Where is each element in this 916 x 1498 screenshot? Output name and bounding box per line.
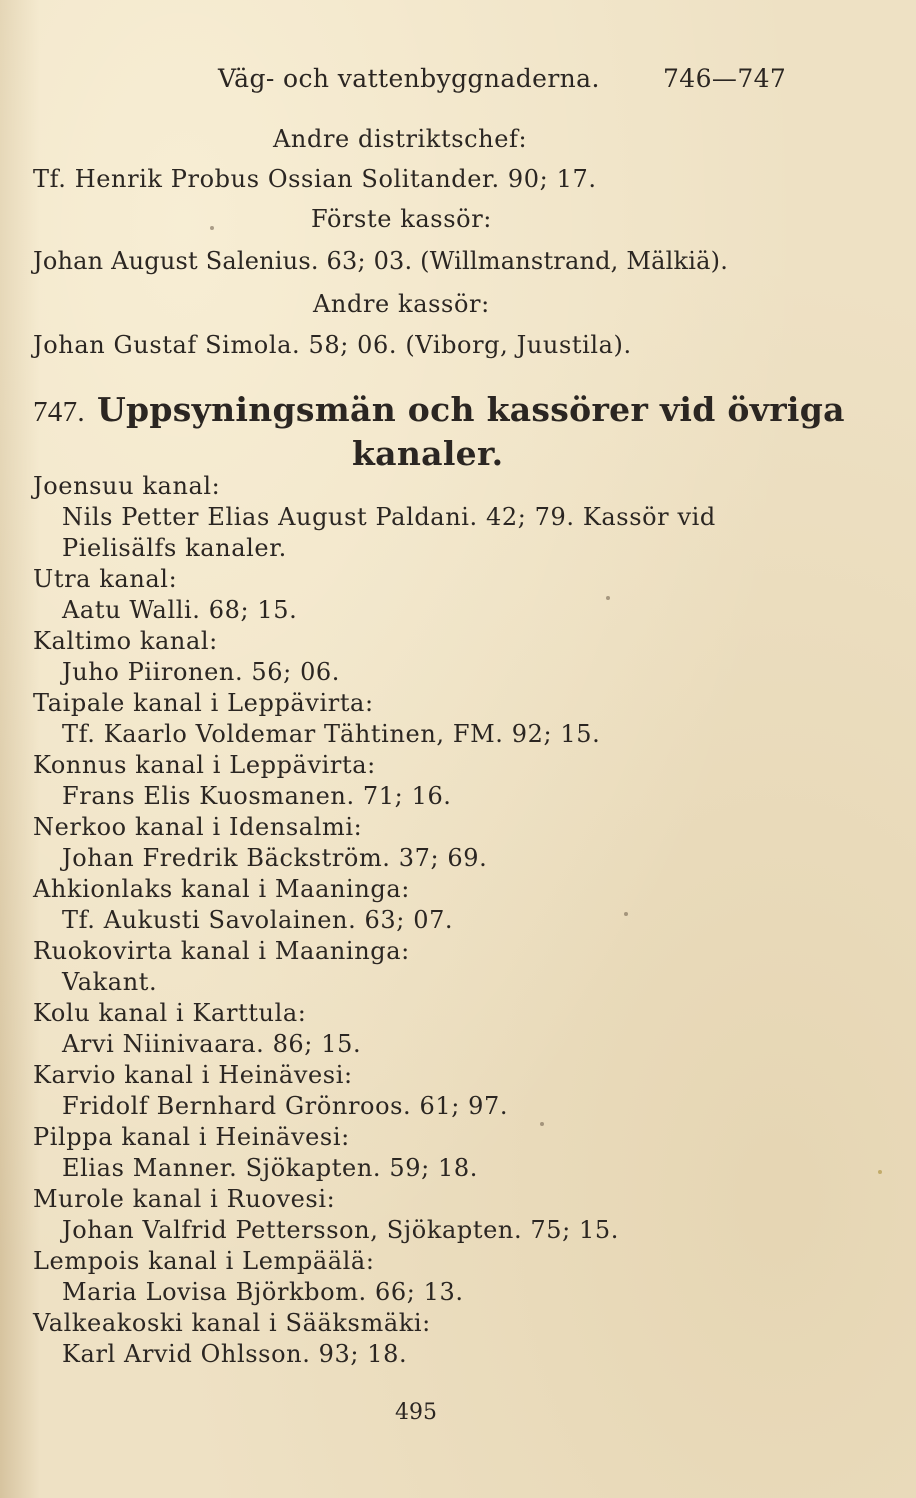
canal-heading: Joensuu kanal: bbox=[33, 472, 221, 500]
canal-entry: Arvi Niinivaara. 86; 15. bbox=[62, 1030, 362, 1058]
paper-speck bbox=[540, 1122, 544, 1126]
role-heading: Andre kassör: bbox=[313, 290, 490, 318]
canal-entry: Johan Fredrik Bäckström. 37; 69. bbox=[62, 844, 488, 872]
canal-heading: Kaltimo kanal: bbox=[33, 627, 218, 655]
canal-entry: Frans Elis Kuosmanen. 71; 16. bbox=[62, 782, 452, 810]
canal-heading: Murole kanal i Ruovesi: bbox=[33, 1185, 336, 1213]
paper-speck bbox=[624, 912, 628, 916]
canal-heading: Kolu kanal i Karttula: bbox=[33, 999, 307, 1027]
canal-heading: Taipale kanal i Leppävirta: bbox=[33, 689, 374, 717]
canal-heading: Karvio kanal i Heinävesi: bbox=[33, 1061, 353, 1089]
canal-heading: Utra kanal: bbox=[33, 565, 178, 593]
canal-heading: Nerkoo kanal i Idensalmi: bbox=[33, 813, 363, 841]
canal-heading: Ruokovirta kanal i Maaninga: bbox=[33, 937, 410, 965]
canal-entry: Fridolf Bernhard Grönroos. 61; 97. bbox=[62, 1092, 509, 1120]
canal-heading: Lempois kanal i Lempäälä: bbox=[33, 1247, 375, 1275]
canal-entry: Tf. Kaarlo Voldemar Tähtinen, FM. 92; 15. bbox=[62, 720, 601, 748]
role-heading: Förste kassör: bbox=[311, 205, 492, 233]
role-heading: Andre distriktschef: bbox=[273, 125, 528, 153]
section-heading bbox=[33, 390, 845, 432]
canal-entry: Tf. Aukusti Savolainen. 63; 07. bbox=[62, 906, 454, 934]
section-title-line-1: Uppsyningsmän och kassörer vid övriga bbox=[96, 390, 845, 429]
canal-entry: Johan Valfrid Pettersson, Sjökapten. 75; 15. bbox=[62, 1216, 620, 1244]
person-line: Johan Gustaf Simola. 58; 06. (Viborg, Juustila). bbox=[33, 331, 632, 359]
canal-heading: Pilppa kanal i Heinävesi: bbox=[33, 1123, 350, 1151]
canal-entry: Nils Petter Elias August Paldani. 42; 79. Kassör vid bbox=[62, 503, 716, 531]
canal-heading: Ahkionlaks kanal i Maaninga: bbox=[33, 875, 410, 903]
canal-heading: Valkeakoski kanal i Sääksmäki: bbox=[33, 1309, 431, 1337]
canal-entry: Aatu Walli. 68; 15. bbox=[62, 596, 298, 624]
section-number: 747. bbox=[33, 396, 85, 428]
page-number: 495 bbox=[395, 1400, 437, 1425]
paper-speck bbox=[606, 596, 610, 600]
running-head-section-numbers: 746—747 bbox=[663, 64, 787, 93]
section-title-line-2: kanaler. bbox=[352, 434, 504, 473]
person-line: Tf. Henrik Probus Ossian Solitander. 90; 17. bbox=[33, 165, 597, 193]
canal-entry: Juho Piironen. 56; 06. bbox=[62, 658, 341, 686]
canal-entry: Maria Lovisa Björkbom. 66; 13. bbox=[62, 1278, 464, 1306]
paper-speck bbox=[878, 1170, 882, 1174]
paper-speck bbox=[210, 226, 214, 230]
canal-entry: Elias Manner. Sjökapten. 59; 18. bbox=[62, 1154, 478, 1182]
canal-entry: Vakant. bbox=[62, 968, 158, 996]
person-line: Johan August Salenius. 63; 03. (Willmanstrand, Mälkiä). bbox=[33, 247, 729, 275]
running-head-title: Väg- och vattenbyggnaderna. bbox=[218, 64, 600, 93]
canal-heading: Konnus kanal i Leppävirta: bbox=[33, 751, 376, 779]
canal-entry: Karl Arvid Ohlsson. 93; 18. bbox=[62, 1340, 408, 1368]
canal-entry: Pielisälfs kanaler. bbox=[62, 534, 287, 562]
